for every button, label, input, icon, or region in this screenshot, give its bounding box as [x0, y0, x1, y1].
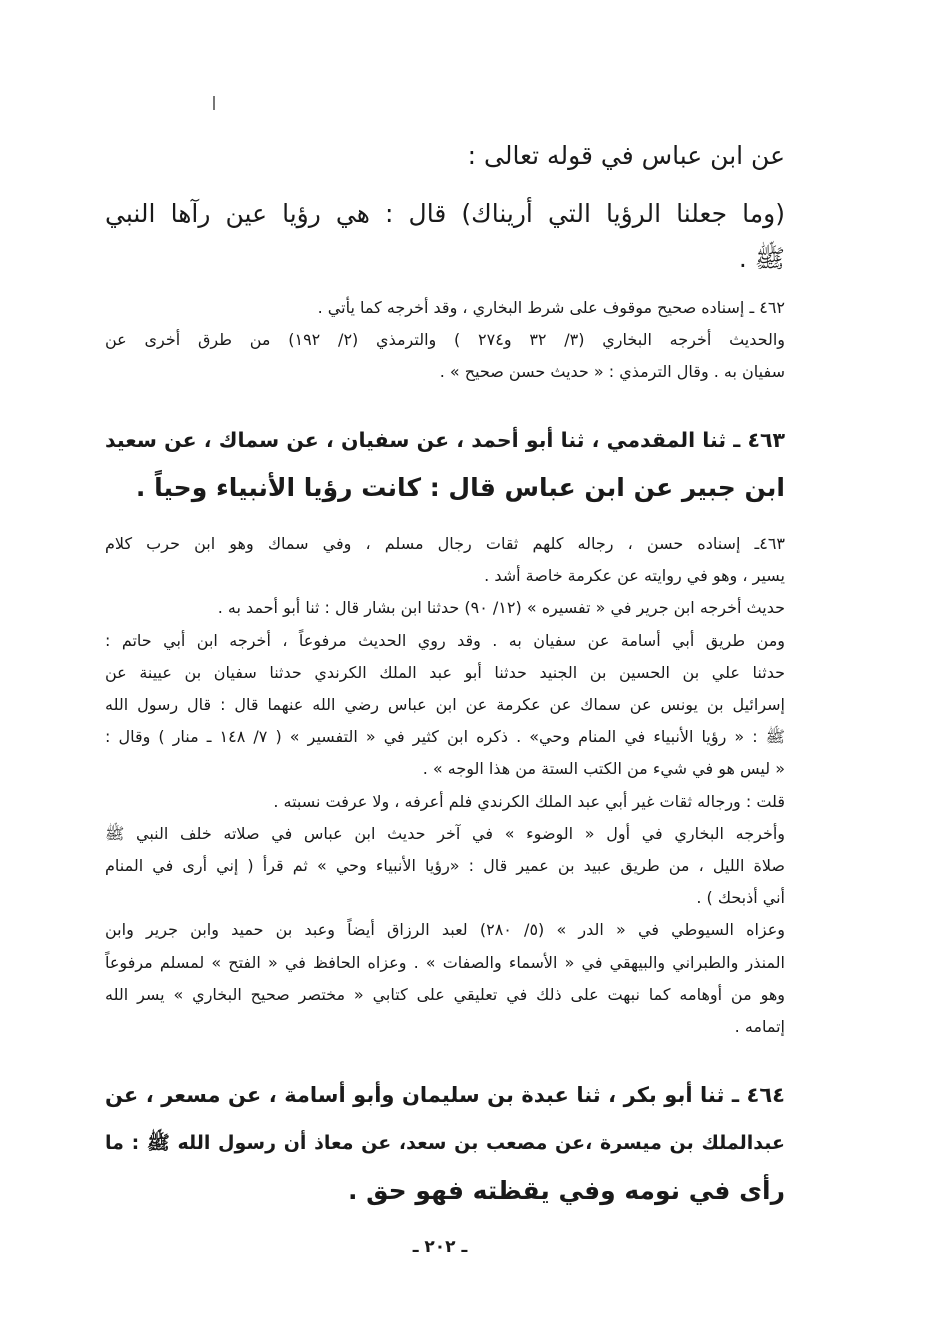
text-line: صلاة الليل ، من طريق عبيد بن عمير قال : «رؤيا الأنبياء وحي » ثم قرأ ( إني أرى في المنام [105, 856, 785, 876]
text-line: ٤٦٤ ـ ثنا أبو بكر ، ثنا عبدة بن سليمان وأبو أسامة ، عن مسعر ، عن [105, 1083, 785, 1107]
text-line: يسير ، وهو في روايته عن عكرمة خاصة أشد . [484, 566, 785, 586]
text-line: حدثنا علي بن الحسين بن الجنيد حدثنا أبو عبد الملك الكرندي حدثنا سفيان بن عيينة عن [105, 662, 785, 682]
text-line: ﷺ . [738, 244, 785, 273]
text-line: والحديث أخرجه البخاري (٣/ ٣٢ و٢٧٤ ) والترمذي (٢/ ١٩٢) من طرق أخرى عن [105, 330, 785, 350]
text-line: ابن جبير عن ابن عباس قال : كانت رؤيا الأنبياء وحياً . [135, 473, 785, 502]
text-line: ٤٦٢ ـ إسناده صحيح موقوف على شرط البخاري ، وقد أخرجه كما يأتي . [317, 298, 785, 317]
text-line: (وما جعلنا الرؤيا التي أريناك) قال : هي رؤيا عين رآها النبي [105, 199, 785, 228]
text-line: ٤٦٣ ـ ثنا المقدمي ، ثنا أبو أحمد ، عن سفيان ، عن سماك ، عن سعيد [105, 428, 785, 452]
text-line: إسرائيل بن يونس عن سماك عن عكرمة عن ابن عباس رضي الله عنهما قال : قال رسول الله [105, 695, 785, 715]
text-line: حديث أخرجه ابن جرير في « تفسيره » (١٢/ ٩٠) حدثنا ابن بشار قال : ثنا أبو أحمد به . [217, 598, 785, 618]
text-line: المنذر والطبراني والبيهقي في « الأسماء والصفات » . وعزاه الحافظ في « الفتح » لمسلم مرفوعاً [105, 952, 785, 972]
text-line: وأخرجه البخاري في أول « الوضوء » في آخر حديث ابن عباس في صلاته خلف النبي ﷺ [105, 823, 785, 843]
text-line: رأى في نومه وفي يقظته فهو حق . [347, 1176, 785, 1205]
text-line: « ليس هو في شيء من الكتب الستة من هذا الوجه » . [422, 759, 785, 779]
text-line: عن ابن عباس في قوله تعالى : [467, 141, 785, 170]
text-line: ومن طريق أبي أسامة عن سفيان به . وقد روي الحديث مرفوعاً ، أخرجه ابن أبي حاتم : [105, 630, 785, 650]
intro-text [105, 128, 785, 276]
footnote-462 [105, 292, 785, 389]
text-line: أني أذبحك ) . [696, 888, 785, 908]
text-line: قلت : ورجاله ثقات غير أبي عبد الملك الكرندي فلم أعرفه ، ولا عرفت نسبته . [273, 791, 785, 811]
text-line: عبدالملك بن ميسرة ،عن مصعب بن سعد، عن معاذ أن رسول الله ﷺ : ما [105, 1132, 785, 1154]
footnote-463 [105, 528, 785, 1043]
scan-mark [213, 96, 215, 110]
text-line: وعزاه السيوطي في « الدر » (٥/ ٢٨٠) لعبد الرزاق أيضاً وعبد بن حميد وابن جرير وابن [105, 920, 785, 940]
text-line: ﷺ : « رؤيا الأنبياء في المنام وحي» . ذكره ابن كثير في « التفسير » ( ٧/ ١٤٨ ـ منار ) وقال : [105, 727, 786, 747]
text-line: إتمامه . [734, 1017, 785, 1037]
text-line: سفيان به . وقال الترمذي : « حديث حسن صحيح » . [439, 362, 785, 382]
hadith-464 [105, 1071, 785, 1215]
text-line: ٤٦٣ـ إسناده حسن ، رجاله كلهم ثقات رجال مسلم ، وفي سماك وهو ابن حرب كلام [105, 534, 785, 553]
page-number: ـ ٢٠٢ ـ [412, 1237, 468, 1257]
hadith-463 [105, 416, 785, 512]
text-line: وهو من أوهامه كما نبهت على ذلك في تعليقي على كتابي « مختصر صحيح البخاري » يسر الله [105, 984, 785, 1004]
